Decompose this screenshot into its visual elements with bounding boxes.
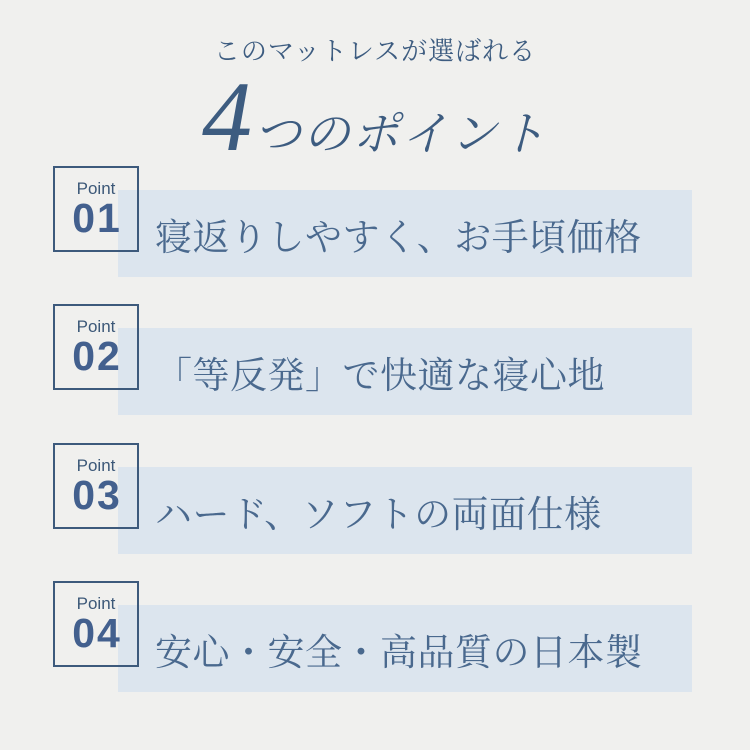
point-badge-label: Point <box>76 593 116 613</box>
header-title <box>0 60 750 172</box>
point-text: ハード、ソフトの両面仕様 <box>155 494 602 536</box>
point-text: 「等反発」で快適な寝心地 <box>155 355 605 397</box>
point-banner <box>118 467 692 554</box>
point-badge-label: Point <box>76 178 116 198</box>
point-badge <box>53 581 139 667</box>
point-text: 寝返りしやすく、お手頃価格 <box>155 217 642 259</box>
point-banner <box>118 605 692 692</box>
point-block-02 <box>0 304 750 416</box>
point-badge <box>53 304 139 390</box>
point-badge-number: 01 <box>72 194 122 241</box>
point-badge-number: 04 <box>72 609 122 656</box>
point-badge <box>53 443 139 529</box>
point-text: 安心・安全・高品質の日本製 <box>155 632 643 674</box>
point-banner <box>118 328 692 415</box>
point-block-04 <box>0 581 750 693</box>
point-banner <box>118 190 692 277</box>
point-block-01 <box>0 166 750 278</box>
point-badge <box>53 166 139 252</box>
header <box>0 0 750 172</box>
point-badge-label: Point <box>76 316 116 336</box>
point-block-03 <box>0 443 750 555</box>
point-badge-label: Point <box>76 455 116 475</box>
point-badge-number: 02 <box>72 332 122 379</box>
header-title-number: 4 <box>202 60 254 172</box>
point-badge-number: 03 <box>72 471 122 518</box>
header-title-suffix: つのポイント <box>254 108 548 161</box>
header-subtitle: このマットレスが選ばれる <box>213 37 537 66</box>
